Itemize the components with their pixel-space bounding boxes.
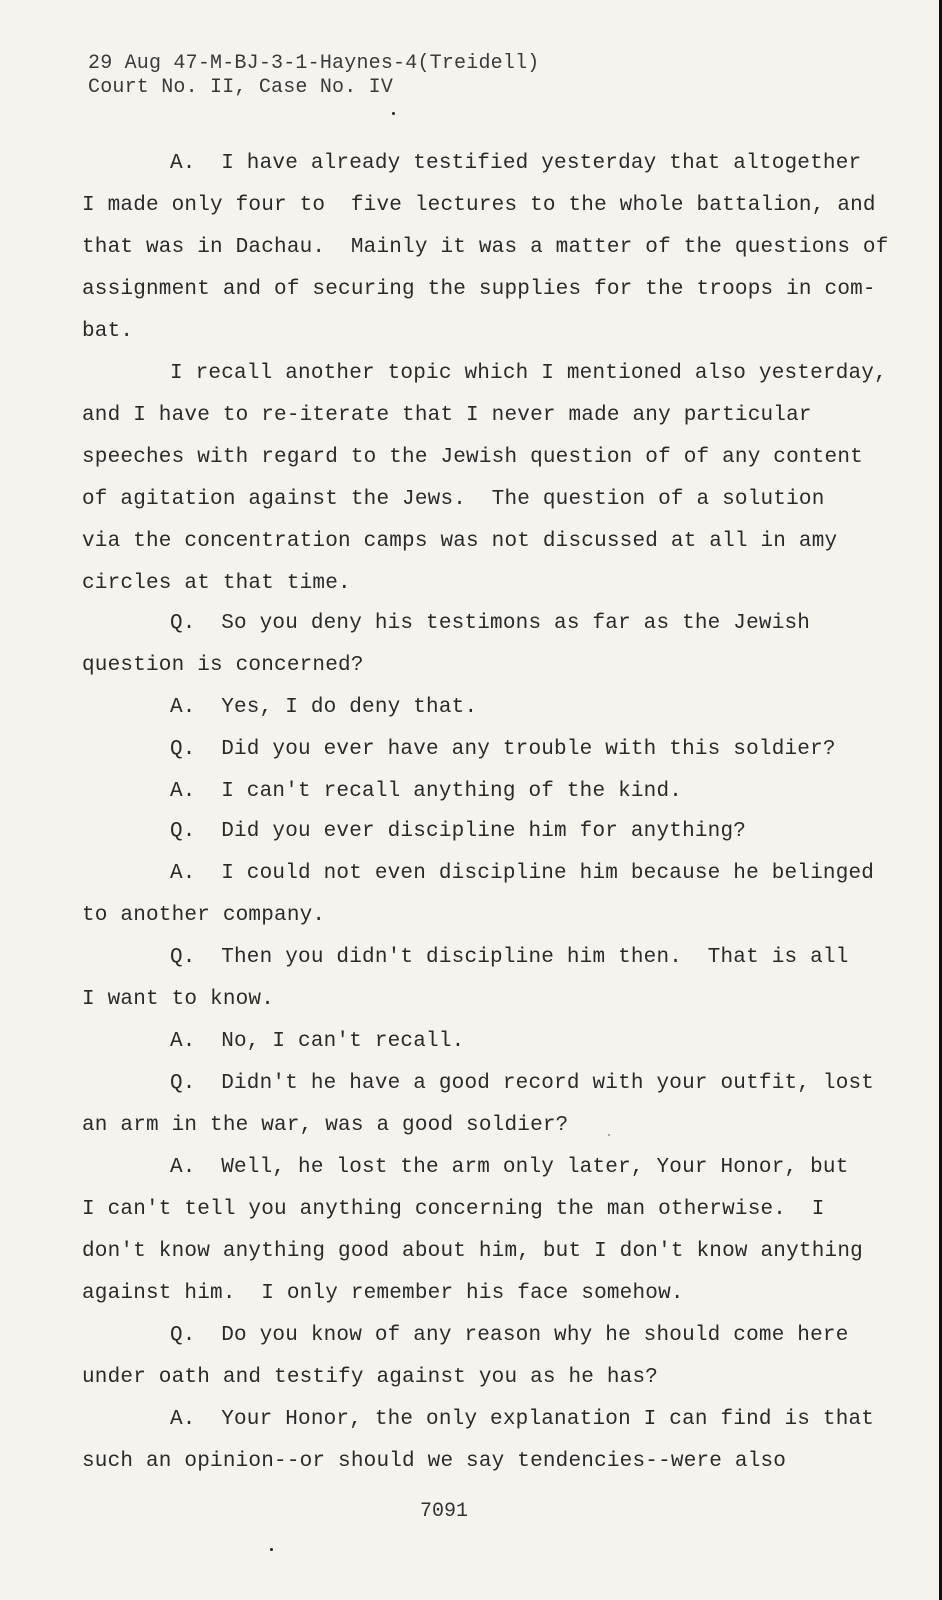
transcript-line: circles at that time. <box>82 572 351 595</box>
transcript-line: A. I can't recall anything of the kind. <box>170 780 683 803</box>
transcript-line: that was in Dachau. Mainly it was a matter of the questions of <box>82 236 889 259</box>
transcript-line: I want to know. <box>82 988 275 1011</box>
transcript-line: A. Your Honor, the only explanation I can find is that <box>170 1408 875 1431</box>
transcript-line: A. Yes, I do deny that. <box>170 696 478 719</box>
page-number: 7091 <box>420 1500 469 1523</box>
transcript-line: Q. Did you ever discipline him for anything? <box>170 820 747 843</box>
transcript-line: I can't tell you anything concerning the man otherwise. I <box>82 1198 825 1221</box>
header-case-reference: 29 Aug 47-M-BJ-3-1-Haynes-4(Treidell) <box>88 52 540 75</box>
transcript-line: an arm in the war, was a good soldier? <box>82 1114 569 1137</box>
transcript-line: Q. Didn't he have a good record with your outfit, lost <box>170 1072 875 1095</box>
transcript-line: and I have to re-iterate that I never made any particular <box>82 404 812 427</box>
transcript-line: of agitation against the Jews. The question of a solution <box>82 488 825 511</box>
transcript-line: Q. Do you know of any reason why he should come here <box>170 1324 849 1347</box>
transcript-line: I recall another topic which I mentioned also yesterday, <box>170 362 887 385</box>
transcript-line: A. No, I can't recall. <box>170 1030 465 1053</box>
transcript-line: under oath and testify against you as he has? <box>82 1366 659 1389</box>
transcript-line: Q. Did you ever have any trouble with this soldier? <box>170 738 836 761</box>
ink-speck <box>270 1548 273 1551</box>
transcript-line: bat. <box>82 320 134 343</box>
transcript-line: question is concerned? <box>82 654 364 677</box>
transcript-line: Q. So you deny his testimons as far as the Jewish <box>170 612 811 635</box>
transcript-line: against him. I only remember his face somehow. <box>82 1282 684 1305</box>
transcript-line: A. I could not even discipline him because he belinged <box>170 862 875 885</box>
transcript-line: to another company. <box>82 904 326 927</box>
transcript-line: speeches with regard to the Jewish question of of any content <box>82 446 863 469</box>
transcript-line: Q. Then you didn't discipline him then. That is all <box>170 946 849 969</box>
ink-speck <box>392 112 395 115</box>
transcript-line: A. Well, he lost the arm only later, Your Honor, but <box>170 1156 849 1179</box>
transcript-line: don't know anything good about him, but I don't know anything <box>82 1240 863 1263</box>
transcript-line: I made only four to five lectures to the whole battalion, and <box>82 194 876 217</box>
transcript-line: assignment and of securing the supplies for the troops in com- <box>82 278 876 301</box>
transcript-line: such an opinion--or should we say tendencies--were also <box>82 1450 787 1473</box>
header-court-case: Court No. II, Case No. IV <box>88 76 394 99</box>
transcript-line: via the concentration camps was not discussed at all in amy <box>82 530 838 553</box>
transcript-line: A. I have already testified yesterday that altogether <box>170 152 862 175</box>
ink-speck <box>608 1134 610 1136</box>
